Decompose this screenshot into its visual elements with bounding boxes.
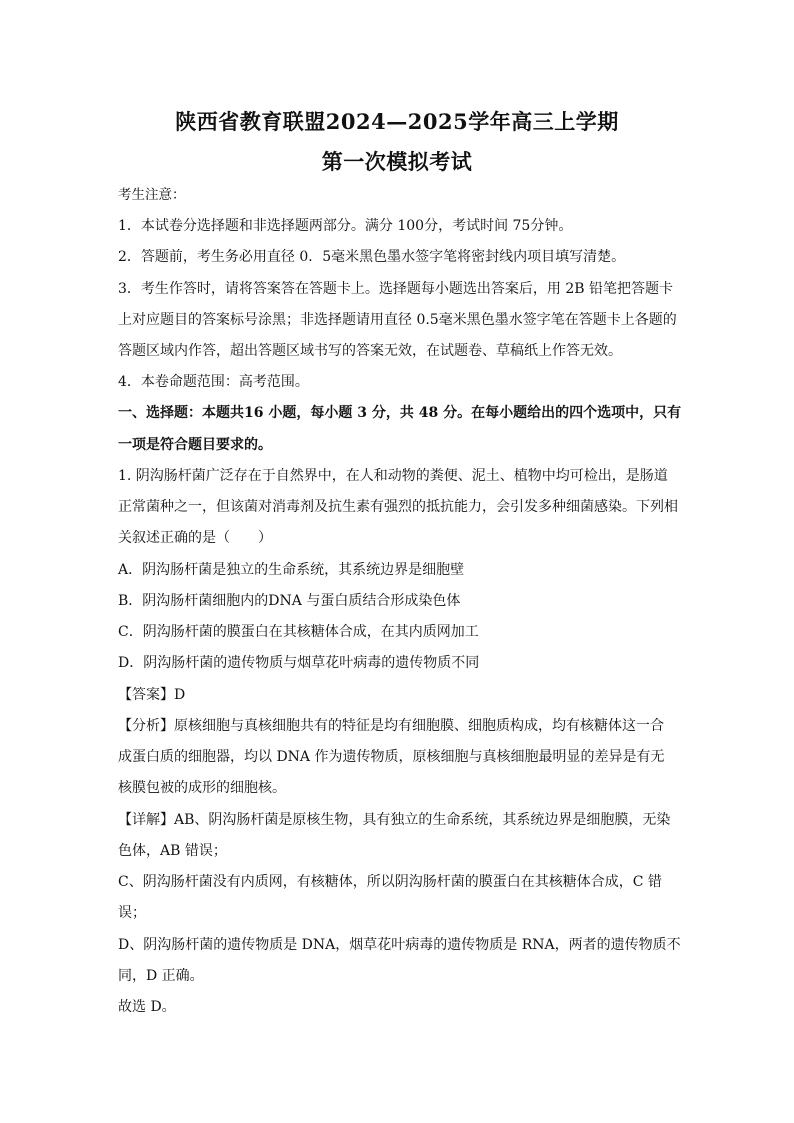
question-line: 正常菌种之一，但该菌对消毒剂及抗生素有强烈的抵抗能力，会引发多种细菌感染。下列相 (118, 499, 678, 515)
section-heading-line: 一、选择题：本题共16 小题，每小题 3 分，共 48 分。在每小题给出的四个选项中，只有 (118, 405, 682, 421)
notice-line: 答题区域内作答，超出答题区域书写的答案无效，在试题卷、草稿纸上作答无效。 (118, 343, 622, 359)
notice-line: 4．本卷命题范围：高考范围。 (118, 374, 309, 390)
notice-heading: 考生注意： (118, 187, 186, 203)
document-title-line2: 第一次模拟考试 (321, 149, 473, 174)
detail-line: 【详解】AB、阴沟肠杆菌是原核生物，具有独立的生命系统，其系统边界是细胞膜，无染 (118, 812, 671, 828)
question-line: 1. 阴沟肠杆菌广泛存在于自然界中，在人和动物的粪便、泥土、植物中均可检出，是肠道 (118, 468, 668, 484)
detail-line: 故选 D。 (118, 999, 176, 1015)
notice-line: 上对应题目的答案标号涂黑；非选择题请用直径 0.5毫米黑色墨水签字笔在答题卡上各题的 (118, 312, 677, 328)
option-a: A．阴沟肠杆菌是独立的生命系统，其系统边界是细胞壁 (118, 562, 465, 578)
analysis-line: 成蛋白质的细胞器，均以 DNA 作为遗传物质，原核细胞与真核细胞最明显的差异是有无 (118, 749, 665, 765)
option-c: C．阴沟肠杆菌的膜蛋白在其核糖体合成，在其内质网加工 (118, 624, 479, 640)
section-heading-line: 一项是符合题目要求的。 (118, 437, 272, 453)
document-title-line1: 陕西省教育联盟2024—2025学年高三上学期 (175, 109, 619, 134)
detail-line: 色体，AB 错误； (118, 843, 227, 859)
analysis-line: 【分析】原核细胞与真核细胞共有的特征是均有细胞膜、细胞质构成，均有核糖体这一合 (118, 718, 664, 734)
question-line: 关叙述正确的是（ ） (118, 530, 272, 546)
notice-line: 3．考生作答时，请将答案答在答题卡上。选择题每小题选出答案后，用 2B 铅笔把答题卡 (118, 281, 674, 297)
notice-line: 1．本试卷分选择题和非选择题两部分。满分 100分，考试时间 75分钟。 (118, 218, 573, 234)
option-d: D．阴沟肠杆菌的遗传物质与烟草花叶病毒的遗传物质不同 (118, 655, 480, 671)
notice-line: 2．答题前，考生务必用直径 0．5毫米黑色墨水签字笔将密封线内项目填写清楚。 (118, 249, 626, 265)
answer-line: 【答案】D (118, 687, 186, 703)
detail-line: C、阴沟肠杆菌没有内质网，有核糖体，所以阴沟肠杆菌的膜蛋白在其核糖体合成，C 错 (118, 874, 662, 890)
analysis-line: 核膜包被的成形的细胞核。 (118, 780, 286, 796)
detail-line: 误； (118, 905, 146, 921)
detail-line: 同，D 正确。 (118, 968, 204, 984)
detail-line: D、阴沟肠杆菌的遗传物质是 DNA，烟草花叶病毒的遗传物质是 RNA，两者的遗传物质不 (118, 937, 681, 953)
option-b: B．阴沟肠杆菌细胞内的DNA 与蛋白质结合形成染色体 (118, 593, 461, 609)
